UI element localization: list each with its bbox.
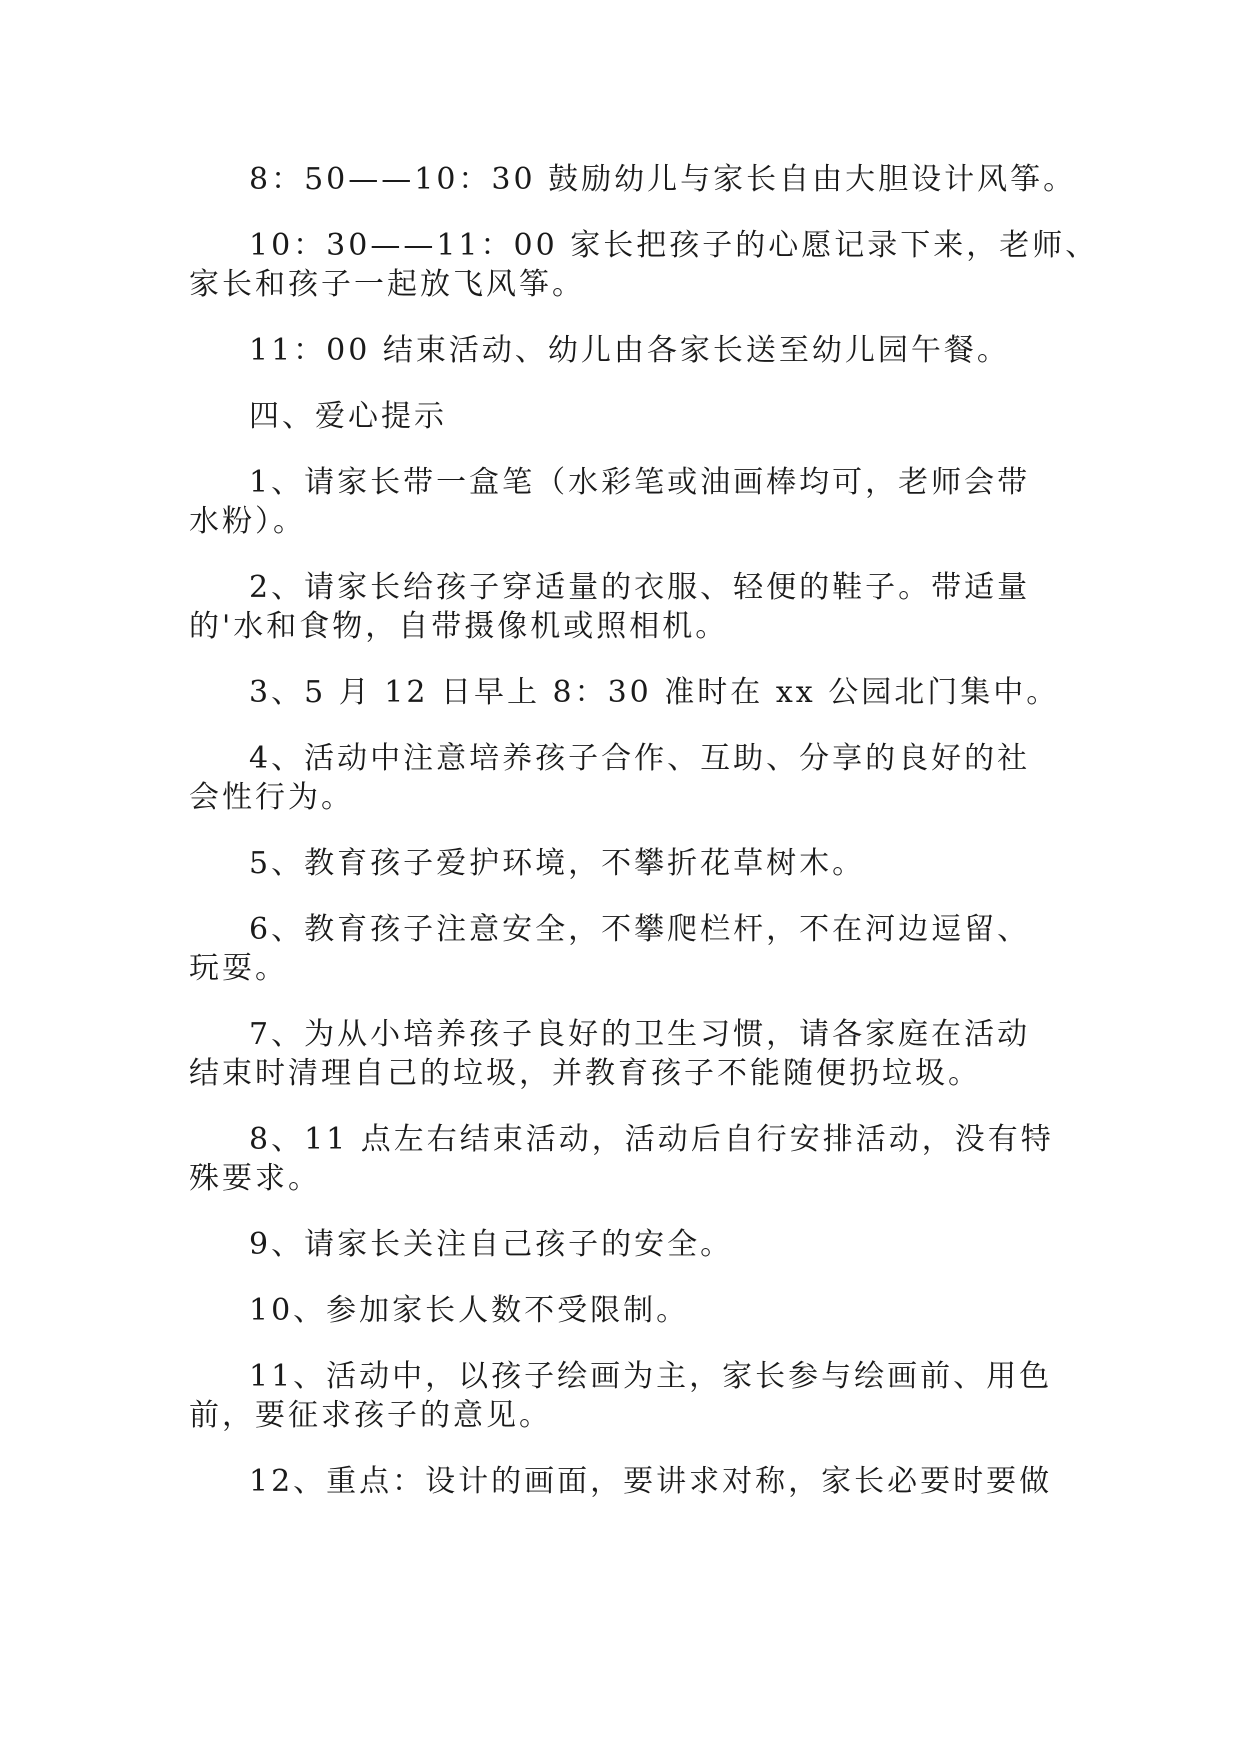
tip-item-7: 7、为从小培养孩子良好的卫生习惯，请各家庭在活动 bbox=[249, 1017, 1031, 1052]
tip-item-1: 1、请家长带一盒笔（水彩笔或油画棒均可，老师会带 bbox=[249, 465, 1031, 500]
paragraph-schedule-2: 10：30——11：00 家长把孩子的心愿记录下来，老师、 bbox=[249, 228, 1099, 263]
paragraph-schedule-3: 11：00 结束活动、幼儿由各家长送至幼儿园午餐。 bbox=[249, 333, 1010, 368]
tip-item-12: 12、重点：设计的画面，要讲求对称，家长必要时要做 bbox=[249, 1464, 1053, 1499]
tip-item-2-cont: 的'水和食物，自带摄像机或照相机。 bbox=[189, 609, 729, 644]
tip-item-5: 5、教育孩子爱护环境，不攀折花草树木。 bbox=[249, 846, 866, 881]
tip-item-4: 4、活动中注意培养孩子合作、互助、分享的良好的社 bbox=[249, 741, 1031, 776]
tip-item-2: 2、请家长给孩子穿适量的衣服、轻便的鞋子。带适量 bbox=[249, 570, 1031, 605]
tip-item-6: 6、教育孩子注意安全，不攀爬栏杆，不在河边逗留、 bbox=[249, 912, 1031, 947]
tip-item-11: 11、活动中，以孩子绘画为主，家长参与绘画前、用色 bbox=[249, 1359, 1053, 1394]
tip-item-1-cont: 水粉）。 bbox=[189, 504, 306, 539]
tip-item-11-cont: 前，要征求孩子的意见。 bbox=[189, 1398, 552, 1433]
tip-item-6-cont: 玩耍。 bbox=[189, 951, 288, 986]
document-body bbox=[189, 160, 1099, 1501]
tip-item-3: 3、5 月 12 日早上 8：30 准时在 xx 公园北门集中。 bbox=[249, 675, 1060, 710]
tip-item-8: 8、11 点左右结束活动，活动后自行安排活动，没有特 bbox=[249, 1122, 1054, 1157]
tip-item-8-cont: 殊要求。 bbox=[189, 1161, 321, 1196]
tip-item-7-cont: 结束时清理自己的垃圾，并教育孩子不能随便扔垃圾。 bbox=[189, 1056, 981, 1091]
tip-item-4-cont: 会性行为。 bbox=[189, 780, 354, 815]
section-heading: 四、爱心提示 bbox=[249, 399, 447, 434]
paragraph-schedule-2-cont: 家长和孩子一起放飞风筝。 bbox=[189, 267, 585, 302]
tip-item-9: 9、请家长关注自己孩子的安全。 bbox=[249, 1227, 734, 1262]
tip-item-10: 10、参加家长人数不受限制。 bbox=[249, 1293, 690, 1328]
paragraph-schedule-1: 8：50——10：30 鼓励幼儿与家长自由大胆设计风筝。 bbox=[249, 162, 1077, 197]
